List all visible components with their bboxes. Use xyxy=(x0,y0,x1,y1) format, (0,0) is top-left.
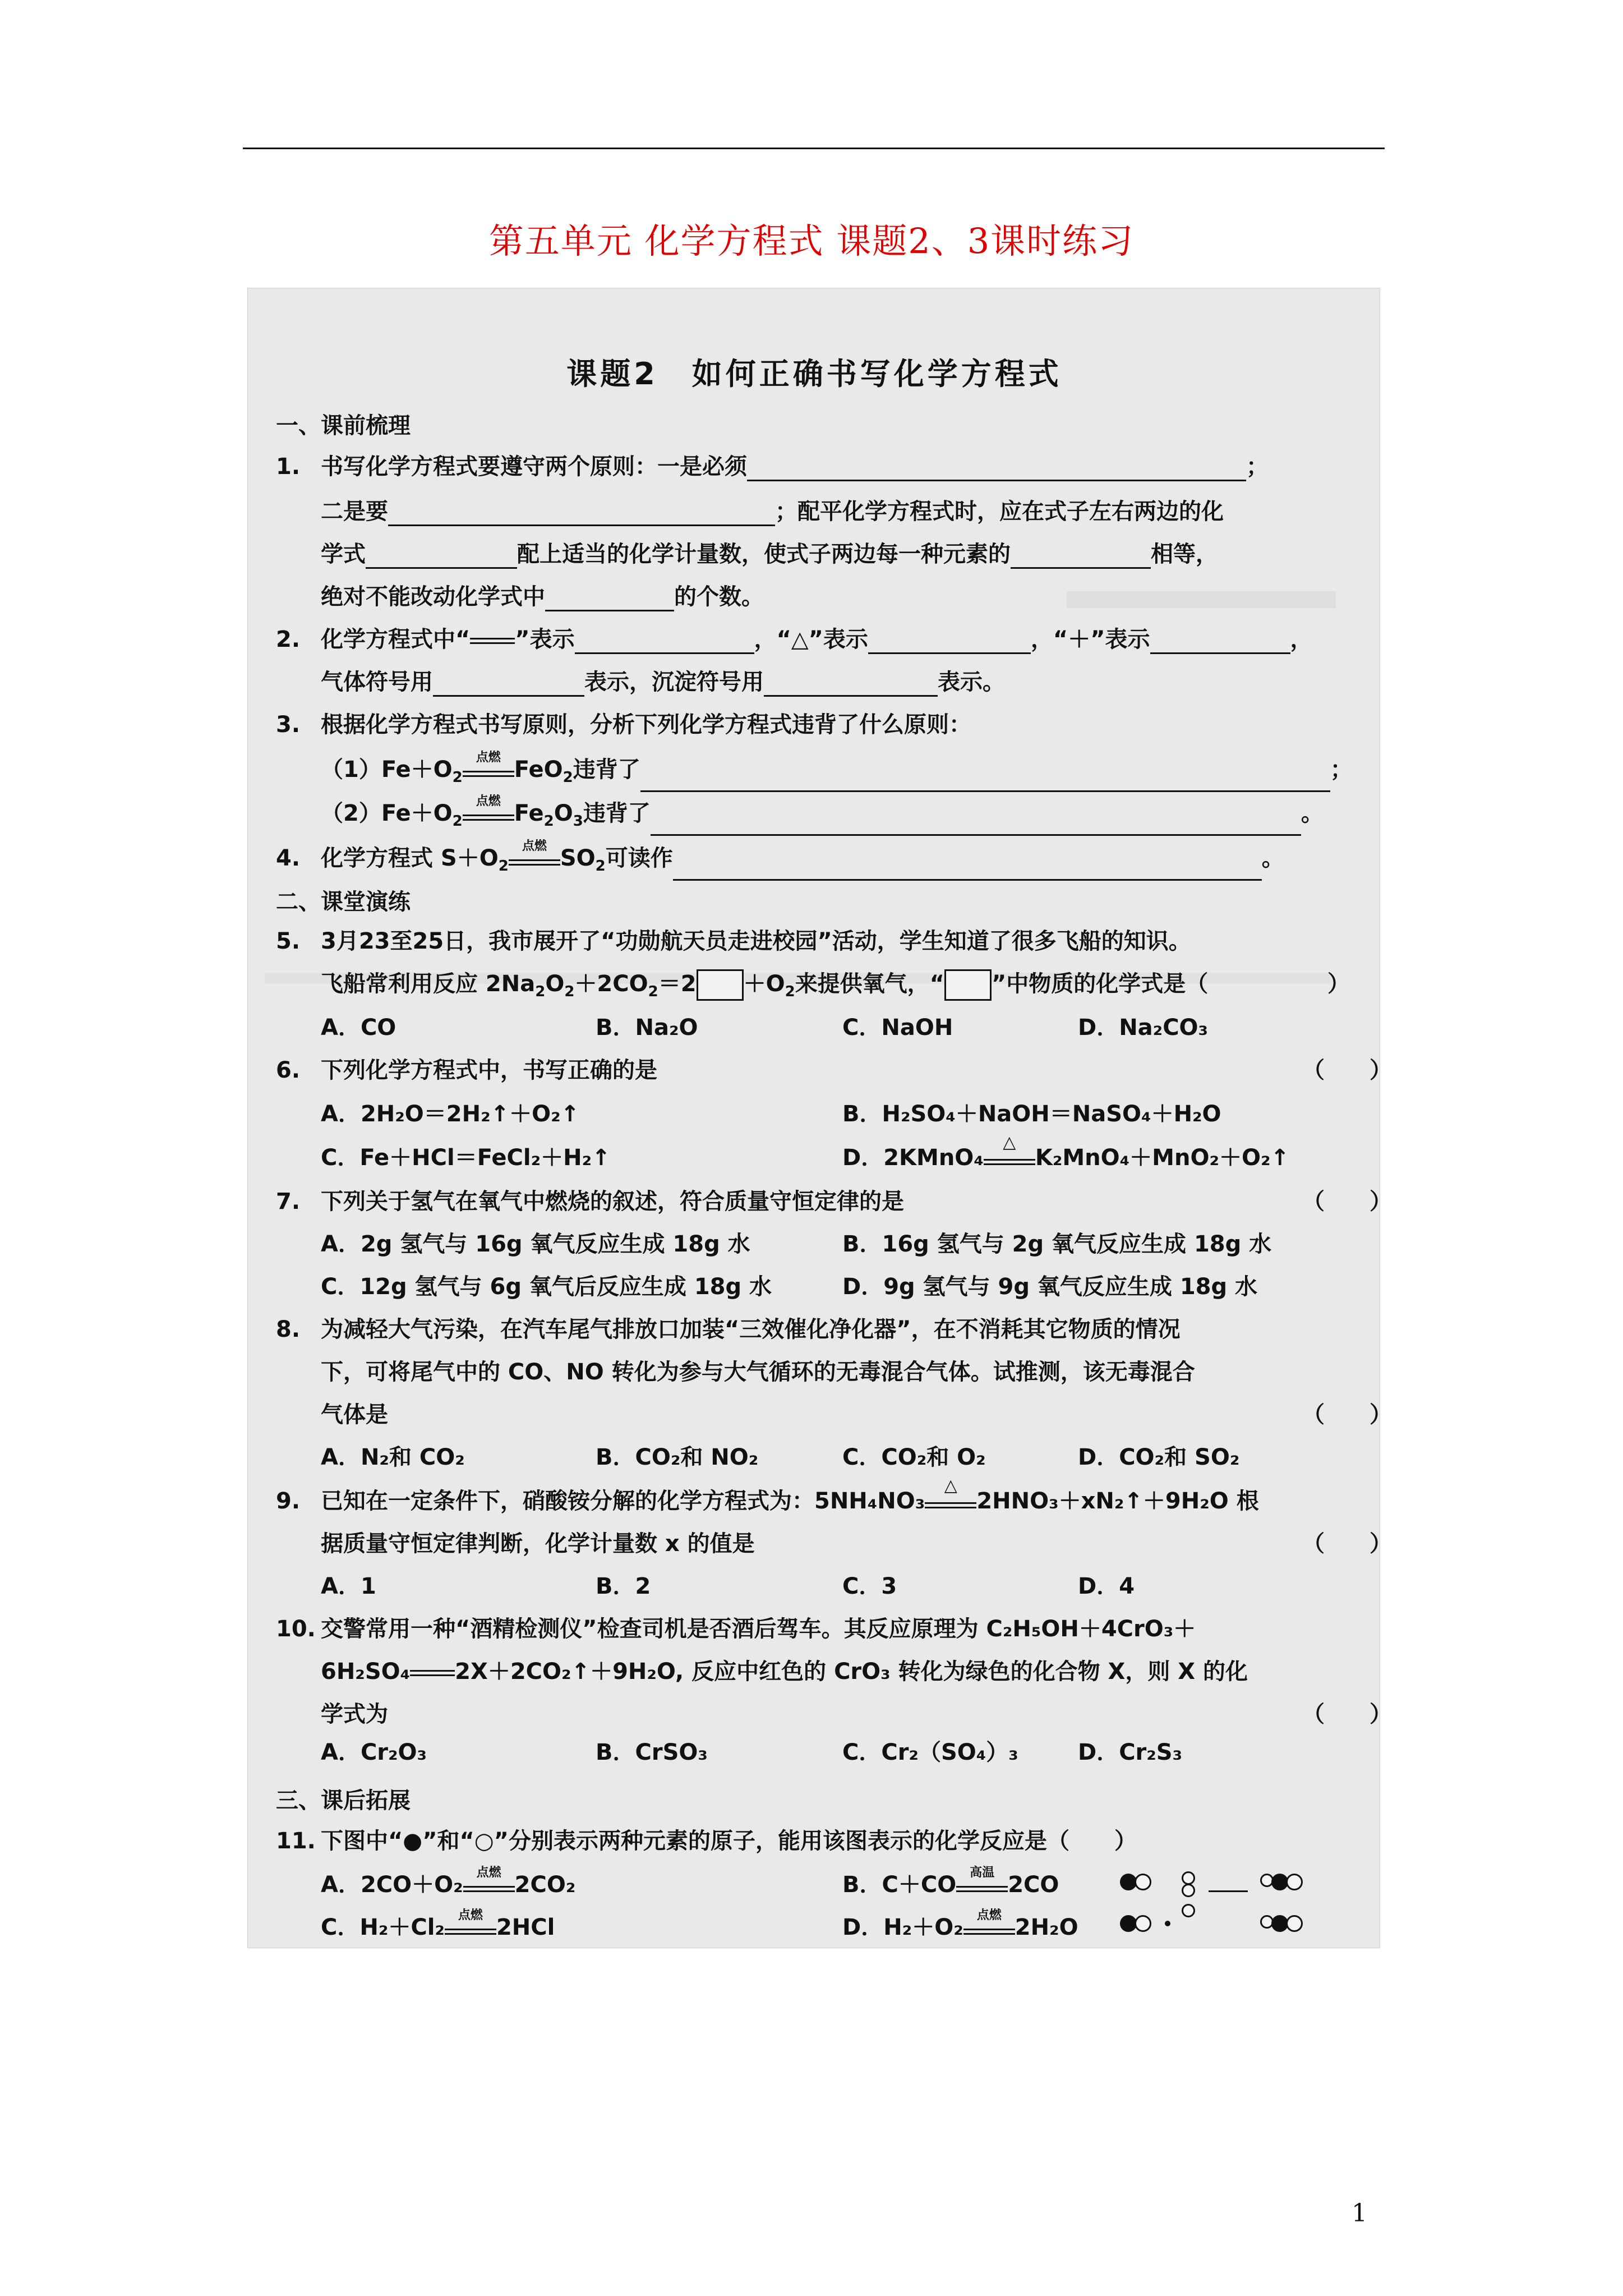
bleed-through-decoration xyxy=(1067,591,1336,608)
page-number: 1 xyxy=(1352,2199,1367,2228)
answer-blank[interactable] xyxy=(640,768,1330,792)
option-d[interactable]: D．CO₂和 SO₂ xyxy=(1078,1444,1240,1470)
light-atom-icon xyxy=(1182,1871,1195,1885)
reaction-condition: 点燃 xyxy=(509,849,560,866)
option-a[interactable]: A．CO xyxy=(321,1015,396,1041)
missing-formula-box[interactable] xyxy=(697,969,744,1001)
reaction-condition: 点燃 xyxy=(445,1918,496,1935)
option-b[interactable]: B．16g 氢气与 2g 氧气反应生成 18g 水 xyxy=(842,1231,1272,1257)
lesson-title: 课题2 如何正确书写化学方程式 xyxy=(566,356,1062,392)
answer-blank[interactable] xyxy=(1150,630,1290,654)
option-a[interactable]: A．2CO＋O₂ 点燃 2CO₂ xyxy=(321,1866,576,1898)
scanned-worksheet: 课题2 如何正确书写化学方程式 一、课前梳理 1. 书写化学方程式要遵守两个原则：一是必须 ； 二是要 ；配平化学方程式时，应在式子左右两边的化 学式 配上适当的化学计量数，使式子两边每一种元素的 相等， 绝对不能改动化学式中 的个数。 2. 化学方程式中“ ”表示 ，“△”表示 ，“＋”表示 ， 气体符号用 表示，沉淀符号用 表示。 3. 根据化学方程式书写原则，分析下列化学方程式违背了什么原则： $(1)Fe+O_2$ 点燃 FeO$_2$违背了 ； $(2)Fe+O_2$ 点燃 $Fe_2O_3$违背了 。 4. 化学方程式 $S+O_2$ 点燃 $SO_2$可读作 。 二、课堂演练 5. 3月23至25日，我市展开了“功勋航天员走进校园”活动，学生知道了很多飞船的知识。 飞船常利用反应 $2Na_2O_2+2CO_2=2 +O_2$来提供氧气，“ ”中物质的化学式是（ ） A．CO B．Na₂O C．NaOH D．Na₂CO₃ 6. 下列化学方程式中，书写正确的是 （ ） A．2H₂O＝2H₂↑＋O₂↑ B．H₂SO₄＋NaOH＝NaSO₄＋H₂O C．Fe＋HCl＝FeCl₂＋H₂↑ D．2KMnO₄ △ K₂MnO₄＋MnO₂＋O₂↑ 7. 下列关于氢气在氧气中燃烧的叙述，符合质量守恒定律的是 （ ） A．2g 氢气与 16g 氧气反应生成 18g 水 B．16g 氢气与 2g 氧气反应生成 18g 水 C．12g 氢气与 6g 氧气后反应生成 18g 水 D．9g 氢气与 9g 氧气反应生成 18g 水 8. 为减轻大气污染，在汽车尾气排放口加装“三效催化净化器”，在不消耗其它物质的情况 下，可将尾气中的 CO、NO 转化为参与大气循环的无毒混合气体。试推测，该无毒混合 气体是 （ ） A．N₂和 CO₂ B．CO₂和 NO₂ C．CO₂和 O₂ D．CO₂和 SO₂ 9. 已知在一定条件下，硝酸铵分解的化学方程式为：5NH₄NO₃ △ 2HNO₃＋xN₂↑＋9H₂O 根 据质量守恒定律判断，化学计量数 x 的值是 （ ） A．1 B．2 C．3 D．4 10. 交警常用一种“酒精检测仪”检查司机是否酒后驾车。其反应原理为 C₂H₅OH＋4CrO₃＋ 6H₂SO₄ 2X＋2CO₂↑＋9H₂O, 反应中红色的 CrO₃ 转化为绿色的化合物 X，则 X 的化 学式为 （ ） A．Cr₂O₃ B．CrSO₃ C．Cr₂（SO₄）₃ D．Cr₂S₃ 三、课后拓展 11. 下图中“●”和“○”分别表示两种元素的原子，能用该图表示的化学反应是（ ） A．2CO＋O₂ 点燃 2CO₂ B．C＋CO 高温 2CO C．H₂＋Cl₂ 点燃 2HCl D．H₂＋O₂ 点燃 2H₂O xyxy=(247,288,1380,1948)
option-c[interactable]: C．NaOH xyxy=(842,1015,953,1041)
question-number: 3. xyxy=(276,712,301,738)
equals-sign-symbol xyxy=(410,1670,455,1676)
molecule-reaction-diagram xyxy=(1120,1869,1367,1936)
option-d[interactable]: D．H₂＋O₂ 点燃 2H₂O xyxy=(842,1908,1078,1940)
option-b[interactable]: B．CrSO₃ xyxy=(596,1740,708,1765)
option-c[interactable]: C．Cr₂（SO₄）₃ xyxy=(842,1740,1018,1765)
question-number: 4. xyxy=(276,845,301,871)
option-d[interactable]: D．2KMnO₄ △ K₂MnO₄＋MnO₂＋O₂↑ xyxy=(842,1133,1290,1171)
answer-blank[interactable] xyxy=(673,857,1262,881)
section-heading-3: 三、课后拓展 xyxy=(276,1788,411,1814)
reaction-arrow xyxy=(1209,1890,1248,1892)
option-a[interactable]: A．Cr₂O₃ xyxy=(321,1740,427,1765)
reaction-condition: 点燃 xyxy=(463,761,514,777)
option-a[interactable]: A．N₂和 CO₂ xyxy=(321,1444,465,1470)
answer-blank[interactable] xyxy=(651,812,1301,836)
section-heading-2: 二、课堂演练 xyxy=(276,889,411,915)
option-b[interactable]: B．CO₂和 NO₂ xyxy=(596,1444,759,1470)
answer-blank[interactable] xyxy=(366,545,517,569)
option-a[interactable]: A．2H₂O＝2H₂↑＋O₂↑ xyxy=(321,1101,580,1127)
option-d[interactable]: D．Na₂CO₃ xyxy=(1078,1015,1209,1041)
question-number: 5. xyxy=(276,928,301,954)
option-c[interactable]: C．H₂＋Cl₂ 点燃 2HCl xyxy=(321,1908,555,1940)
answer-blank[interactable] xyxy=(747,457,1246,481)
answer-blank[interactable] xyxy=(764,673,938,697)
option-d[interactable]: D．4 xyxy=(1078,1573,1135,1599)
option-b[interactable]: B．H₂SO₄＋NaOH＝NaSO₄＋H₂O xyxy=(842,1101,1221,1127)
answer-blank[interactable] xyxy=(868,630,1031,654)
reaction-condition: △ xyxy=(925,1492,976,1508)
question-number: 11. xyxy=(276,1828,316,1854)
option-b[interactable]: B．2 xyxy=(596,1573,651,1599)
reaction-condition: 高温 xyxy=(956,1876,1008,1892)
option-b[interactable]: B．C＋CO 高温 2CO xyxy=(842,1866,1059,1898)
light-atom-icon xyxy=(1286,1915,1303,1932)
question-number: 8. xyxy=(276,1317,301,1342)
answer-blank[interactable] xyxy=(433,673,584,697)
option-c[interactable]: C．Fe＋HCl＝FeCl₂＋H₂↑ xyxy=(321,1145,611,1171)
reaction-condition: 点燃 xyxy=(463,804,514,821)
option-d[interactable]: D．Cr₂S₃ xyxy=(1078,1740,1183,1765)
question-number: 2. xyxy=(276,627,301,652)
light-atom-icon xyxy=(1286,1874,1303,1890)
document-title: 第五单元 化学方程式 课题2、3课时练习 xyxy=(488,220,1135,261)
section-heading-1: 一、课前梳理 xyxy=(276,413,411,439)
option-c[interactable]: C．CO₂和 O₂ xyxy=(842,1444,986,1470)
option-c[interactable]: C．3 xyxy=(842,1573,897,1599)
answer-blank[interactable] xyxy=(1011,545,1151,569)
light-atom-icon xyxy=(1182,1884,1195,1897)
option-a[interactable]: A．1 xyxy=(321,1573,376,1599)
header-rule xyxy=(243,148,1385,149)
reaction-condition: 点燃 xyxy=(963,1918,1015,1935)
light-atom-icon xyxy=(1182,1904,1195,1917)
option-c[interactable]: C．12g 氢气与 6g 氧气后反应生成 18g 水 xyxy=(321,1274,772,1300)
light-atom-icon xyxy=(1135,1874,1151,1890)
plus-dot xyxy=(1165,1921,1170,1926)
answer-blank[interactable] xyxy=(575,630,754,654)
option-b[interactable]: B．Na₂O xyxy=(596,1015,698,1041)
question-number: 1. xyxy=(276,454,301,480)
question-number: 9. xyxy=(276,1488,301,1514)
question-number: 10. xyxy=(276,1616,316,1642)
reaction-condition: 点燃 xyxy=(463,1876,515,1892)
equals-sign-symbol xyxy=(470,638,515,644)
option-a[interactable]: A．2g 氢气与 16g 氧气反应生成 18g 水 xyxy=(321,1231,750,1257)
answer-blank[interactable] xyxy=(545,587,674,611)
question-number: 6. xyxy=(276,1057,301,1083)
light-atom-icon xyxy=(1135,1915,1151,1932)
missing-formula-box-reference xyxy=(944,969,992,1001)
option-d[interactable]: D．9g 氢气与 9g 氧气反应生成 18g 水 xyxy=(842,1274,1258,1300)
question-number: 7. xyxy=(276,1189,301,1214)
reaction-condition: △ xyxy=(984,1149,1035,1165)
answer-blank[interactable] xyxy=(388,502,775,526)
